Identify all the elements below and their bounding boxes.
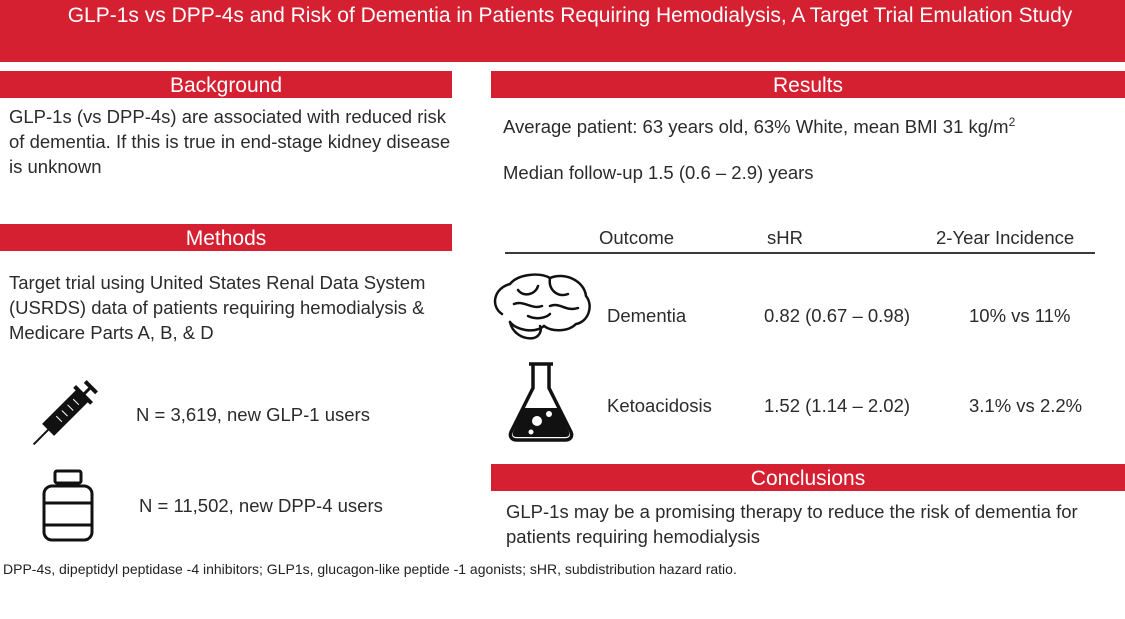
page-title: GLP-1s vs DPP-4s and Risk of Dementia in Patients Requiring Hemodialysis, A Target Trial Emulation Study bbox=[67, 4, 1073, 27]
brain-icon bbox=[488, 270, 596, 346]
background-text: GLP-1s (vs DPP-4s) are associated with reduced risk of dementia. If this is true in end-stage kidney disease is unknown bbox=[9, 106, 451, 177]
table-row-dementia-incidence: 10% vs 11% bbox=[969, 305, 1071, 326]
dpp4-group-label: N = 11,502, new DPP-4 users bbox=[139, 495, 383, 516]
conclusions-text: GLP-1s may be a promising therapy to reduce the risk of dementia for patients requiring hemodialysis bbox=[506, 501, 1078, 547]
average-patient-text bbox=[503, 110, 1015, 139]
glp1-group-label: N = 3,619, new GLP-1 users bbox=[136, 404, 370, 425]
title-banner bbox=[0, 0, 1125, 64]
table-row-dementia-outcome: Dementia bbox=[607, 305, 687, 326]
pill-bottle-icon bbox=[40, 469, 96, 543]
column-header-outcome: Outcome bbox=[599, 227, 675, 248]
average-patient-main: Average patient: 63 years old, 63% White, mean BMI 31 kg/m bbox=[503, 116, 1009, 138]
column-header-incidence: 2-Year Incidence bbox=[936, 227, 1075, 248]
methods-text: Target trial using United States Renal Data System (USRDS) data of patients requiring hemodialysis & Medicare Parts A, B, & D bbox=[9, 272, 426, 343]
footnote: DPP-4s, dipeptidyl peptidase -4 inhibitors; GLP1s, glucagon-like peptide -1 agonists; sHR, subdistribution hazard ratio. bbox=[3, 561, 737, 577]
syringe-icon bbox=[30, 373, 98, 455]
column-header-shr: sHR bbox=[767, 227, 803, 248]
superscript: 2 bbox=[1008, 115, 1016, 129]
table-row-ketoacidosis-shr: 1.52 (1.14 – 2.02) bbox=[764, 395, 911, 416]
followup-text: Median follow-up 1.5 (0.6 – 2.9) years bbox=[503, 162, 814, 183]
results-heading: Results bbox=[491, 71, 1125, 98]
table-rule bbox=[505, 252, 1095, 254]
table-row-ketoacidosis-incidence: 3.1% vs 2.2% bbox=[969, 395, 1083, 416]
background-heading: Background bbox=[0, 71, 452, 98]
conclusions-heading: Conclusions bbox=[491, 464, 1125, 491]
table-row-dementia-shr: 0.82 (0.67 – 0.98) bbox=[764, 305, 911, 326]
methods-heading: Methods bbox=[0, 224, 452, 251]
table-row-ketoacidosis-outcome: Ketoacidosis bbox=[607, 395, 712, 416]
flask-icon bbox=[505, 358, 577, 442]
